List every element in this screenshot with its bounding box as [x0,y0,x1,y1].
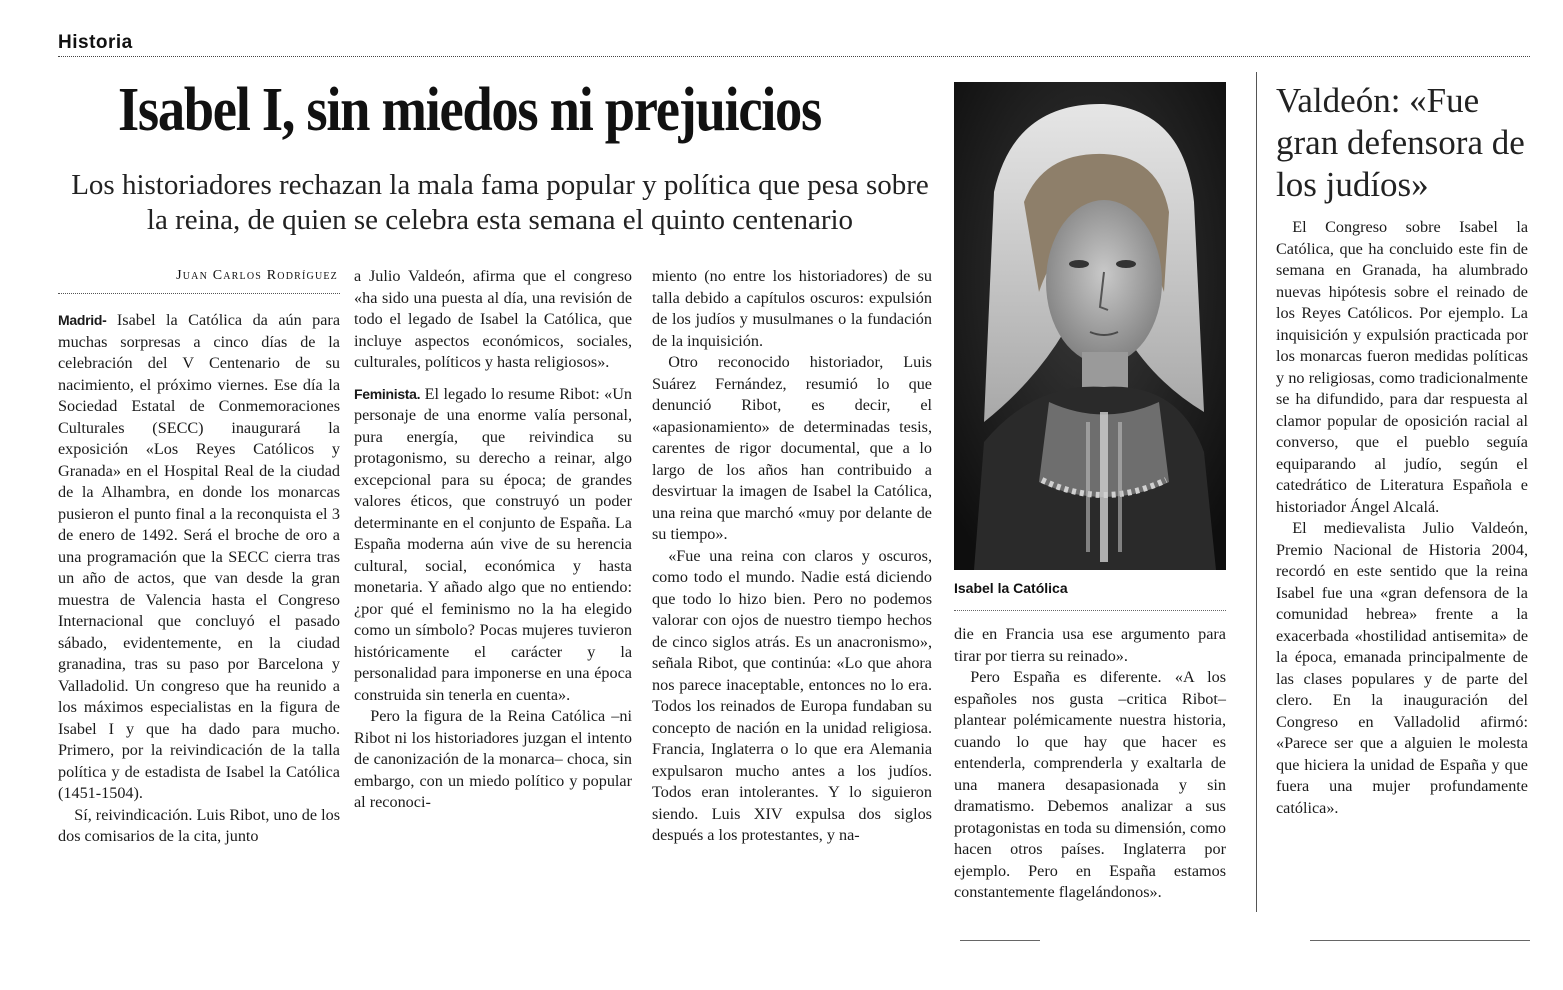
footer-divider [1310,940,1530,941]
article-column-2 [354,266,632,814]
headline: Isabel I, sin miedos ni prejuicios [118,76,821,144]
subheadline: Los historiadores rechazan la mala fama popular y política que pesa sobre la reina, de quien se celebra esta semana el quinto centenario [71,169,929,236]
sidebar-column [1276,217,1528,819]
article-column-3 [652,266,932,847]
paragraph [354,384,632,707]
paragraph: Otro reconocido historiador, Luis Suárez Fernández, resumió lo que denunció Ribot, es decir, el «apasionamiento» de determinadas tesis, carentes de rigor documental, que a lo largo de los años han contribuido a desvirtuar la imagen de Isabel la Católica, una reina que marchó «muy por delante de su tiempo». [652,353,932,543]
portrait-photo [954,82,1226,570]
paragraph-text: Isabel la Católica da aún para muchas sorpresas a cinco días de la celebración del V Centenario de su nacimiento, el próximo viernes. Ese día la Sociedad Estatal de Conmemoraciones Culturales (SECC) inaugurará la exposición «Los Reyes Católicos y Granada» en el Hospital Real de la ciudad de la Alhambra, en donde los monarcas pusieron el punto final a la reconquista el 3 de enero de 1492. Será el broche de oro a una programación que la SECC cierra tras un año de actos, que van desde la gran muestra de Valencia hasta el Congreso Internacional que concluyó el pasado sábado, evidentemente, en la ciudad granadina, tras su paso por Barcelona y Valladolid. Un congreso que ha reunido a los máximos especialistas en la figura de Isabel I y que ha dado para mucho. Primero, por la reivindicación de la talla política y de estadista de Isabel la Católica (1451-1504). [58,311,341,802]
paragraph: miento (no entre los historiadores) de su talla debido a capítulos oscuros: expulsión de los judíos y musulmanes o la fundación de la inquisición. [652,267,932,350]
sidebar-divider [1256,72,1257,912]
paragraph-text: El legado lo resume Ribot: «Un personaje de una enorme valía personal, pura energía, que reivindica su protagonismo, su derecho a reinar, algo excepcional para su época; de grandes valores éticos, que construyó un poder determinante en el conjunto de España. La España moderna aún vive de su herencia cultural, social, económica y hasta monetaria. Y añado algo que no entiendo: ¿por qué el feminismo no la ha elegido como un símbolo? Pocas mujeres tuvieron históricamente el carácter y la personalidad para imponerse en una época construida sin tenerla en cuenta». [354,384,632,704]
paragraph: Pero la figura de la Reina Católica –ni Ribot ni los historiadores juzgan el intento de canonización de la monarca– choca, sin embargo, con un miedo político y popular al reconoci- [354,707,632,811]
section-label: Historia [58,32,133,53]
caption-divider [954,610,1226,611]
paragraph: die en Francia usa ese argumento para tirar por tierra su reinado». [954,625,1226,665]
paragraph: «Fue una reina con claros y oscuros, como todo el mundo. Nadie está diciendo que todo lo hizo bien. Pero no podemos valorar con ojos de nuestro tiempo hechos de cinco siglos atrás. Es un anacronismo», señala Ribot, que continúa: «Lo que ahora nos parece inaceptable, entonces no lo era. Todos los reinados de Europa fundaban su concepto de nación en la unidad religiosa. Francia, Inglaterra o lo que era Alemania expulsaron mucho antes a los judíos. Todos eran intolerantes. Y lo siguieron siendo. Luis XIV expulsa dos siglos después a los protestantes, y na- [652,546,932,844]
paragraph: El medievalista Julio Valdeón, Premio Nacional de Historia 2004, recordó en este sentido que la reina Isabel fue una «gran defensora de la comunidad hebrea» frente a la exacerbada «hostilidad antisemita» de la época, emanada principalmente de las clases populares y de parte del clero. En la inauguración del Congreso en Valladolid afirmó: «Parece ser que a alguien le molesta que hiciera la unidad de España y que fuera una mujer profundamente católica». [1276,519,1528,817]
footer-divider [960,940,1040,941]
photo-caption: Isabel la Católica [954,580,1068,596]
byline-divider [58,293,340,294]
article-column-4 [954,624,1226,904]
dateline: Madrid- [58,312,107,328]
paragraph [58,310,340,805]
paragraph: a Julio Valdeón, afirma que el congreso «ha sido una puesta al día, una revisión de todo el legado de Isabel la Católica, que incluye aspectos económicos, sociales, culturales, políticos y hasta religiosos». [354,267,632,371]
sidebar-headline: Valdeón: «Fue gran defensora de los judíos» [1276,81,1525,204]
paragraph: Sí, reivindicación. Luis Ribot, uno de los dos comisarios de la cita, junto [58,805,340,845]
portrait-illustration [954,82,1226,570]
subsection-lead: Feminista. [354,385,421,402]
article-column-1 [58,310,340,848]
byline: Juan Carlos Rodríguez [176,268,338,283]
paragraph: Pero España es diferente. «A los españoles nos gusta –critica Ribot– plantear polémicamente nuestra historia, cuando lo que hay que hacer es entenderla, comprenderla y exaltarla de una manera desapasionada y sin dramatismo. Debemos analizar a sus protagonistas en toda su dimensión, como hacen otros países. Inglaterra por ejemplo. Pero en España estamos constantemente flagelándonos». [954,668,1226,901]
top-divider [58,56,1530,57]
paragraph: El Congreso sobre Isabel la Católica, que ha concluido este fin de semana en Granada, ha alumbrado nuevas hipótesis sobre el reinado de los Reyes Católicos. Por ejemplo. La inquisición y expulsión practicada por los monarcas fueron medidas políticas y no religiosas, como tradicionalmente se ha difundido, para dar respuesta al clamor popular de oposición racial al converso, que el pueblo seguía equiparando al judío, según el catedrático de Literatura Española e historiador Ángel Alcalá. [1276,218,1528,516]
